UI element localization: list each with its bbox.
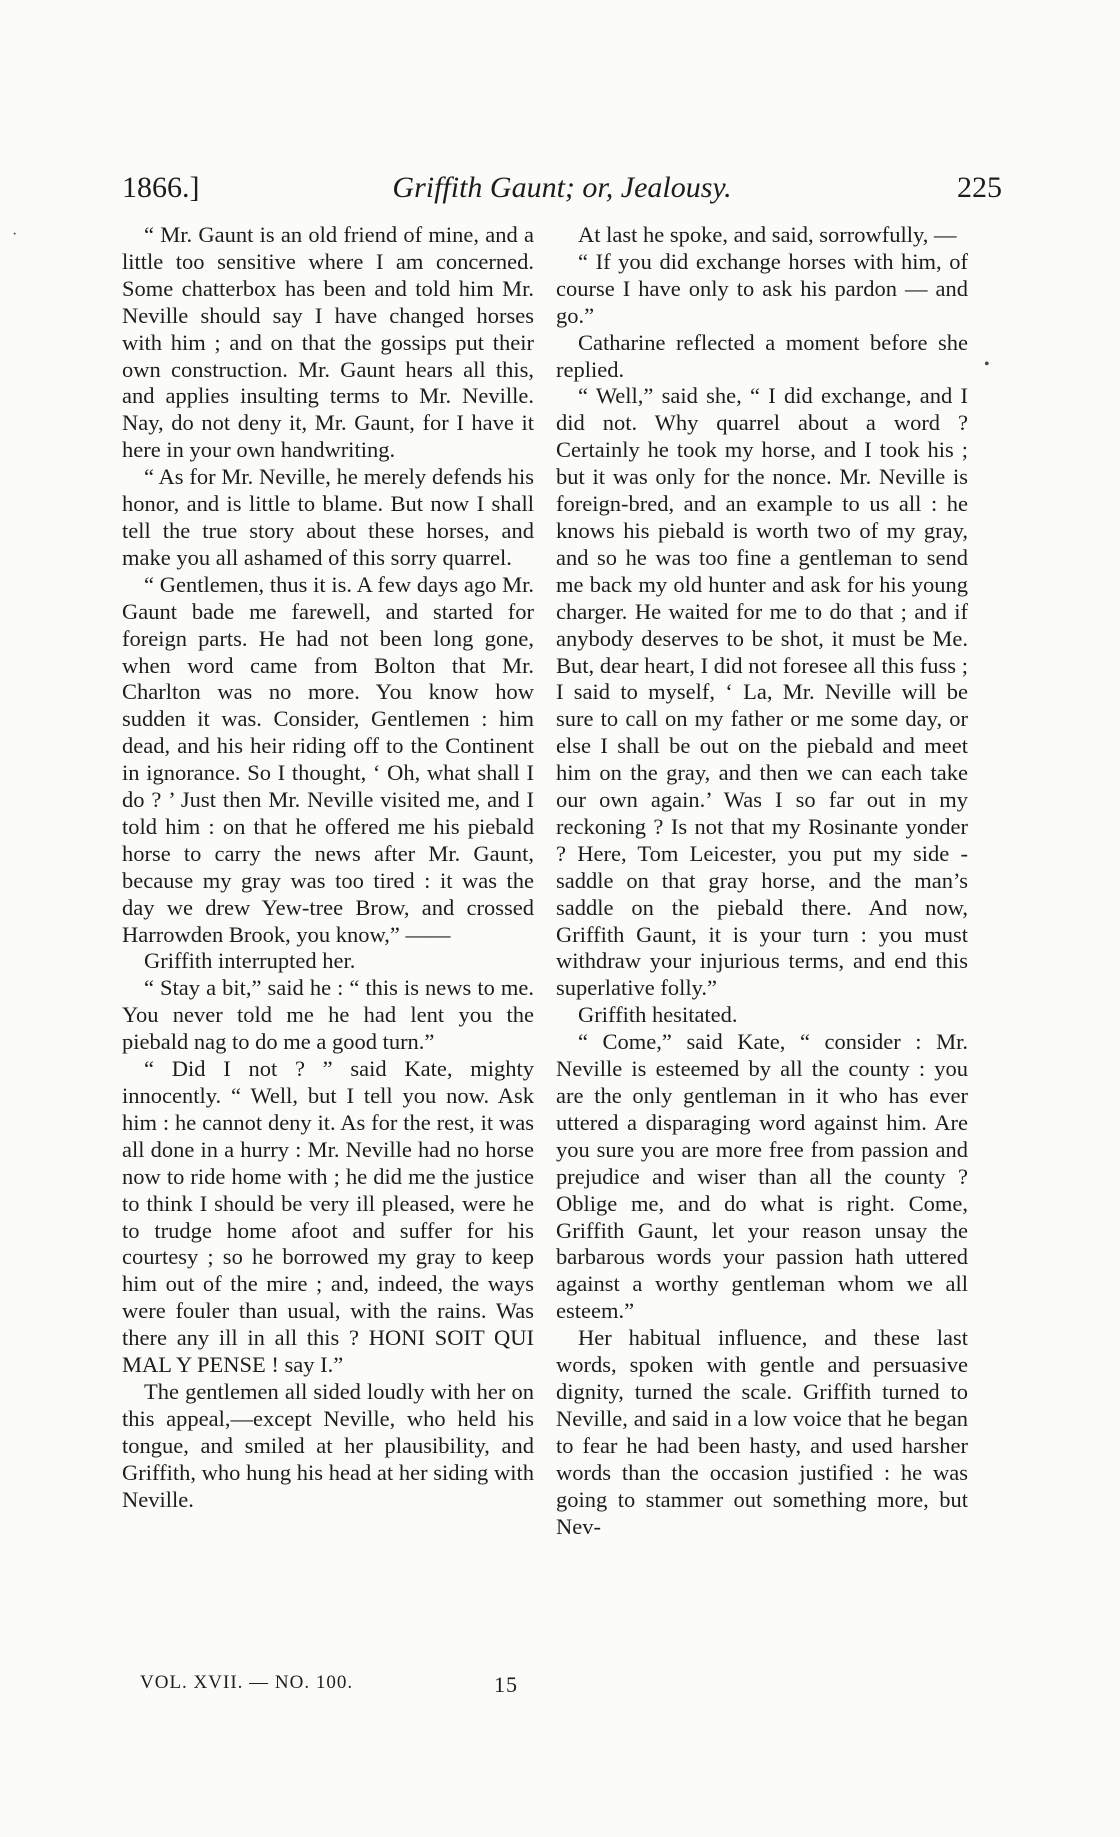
paragraph: The gentlemen all sided loudly with her on this appeal,—except Neville, who held his tongue, and smiled at her plausibility, and Griffith, who hung his head at her siding with Neville. — [122, 1378, 534, 1512]
volume-signature: VOL. XVII. — NO. 100. — [140, 1672, 354, 1693]
header-year: 1866.] — [122, 171, 200, 204]
paragraph: “ Mr. Gaunt is an old friend of mine, and a little too sensitive where I am concerned. Some chatterbox has been and told him Mr. Neville should say I have changed horses with him ; and on that the gossips put their own construction. Mr. Gaunt hears all this, and applies insulting terms to Mr. Neville. Nay, do not deny it, Mr. Gaunt, for I have it here in your own handwriting. — [122, 222, 534, 463]
paragraph: “ If you did exchange horses with him, of course I have only to ask his pardon — and go.” — [556, 248, 968, 328]
paragraph: “ Come,” said Kate, “ consider : Mr. Neville is esteemed by all the county : you are the only gentleman in it who has ever uttered a disparaging word against him. Are you sure you are more free from passion and prejudice and wiser than all the county ? Oblige me, and do what is right. Come, Griffith Gaunt, let your reason unsay the barbarous words your passion hath uttered against a worthy gentleman whom we all esteem.” — [556, 1029, 968, 1324]
paragraph: “ As for Mr. Neville, he merely defends his honor, and is little to blame. But now I shall tell the true story about these horses, and make you all ashamed of this sorry quarrel. — [122, 464, 534, 570]
paragraph: At last he spoke, and said, sorrowfully, — — [578, 222, 957, 247]
paragraph: “ Gentlemen, thus it is. A few days ago Mr. Gaunt bade me farewell, and started for foreign parts. He had not been long gone, when word came from Bolton that Mr. Charlton was no more. You know how sudden it was. Consider, Gentlemen : him dead, and his heir riding off to the Continent in ignorance. So I thought, ‘ Oh, what shall I do ? ’ Just then Mr. Neville visited me, and I told him : on that he offered me his piebald horse to carry the news after Mr. Gaunt, because my gray was too tired : it was the day we drew Yew-tree Brow, and crossed Harrowden Brook, you know,” —— — [122, 571, 534, 947]
paragraph: Catharine reflected a moment before she replied. — [556, 329, 968, 382]
right-column — [556, 222, 968, 1540]
margin-dot: • — [984, 356, 990, 373]
page-number: 225 — [957, 171, 1002, 204]
margin-dot: · — [12, 226, 18, 243]
sheet-number: 15 — [494, 1672, 518, 1697]
paragraph: Griffith hesitated. — [578, 1002, 738, 1028]
header-title: Griffith Gaunt; or, Jealousy. — [392, 171, 732, 204]
paragraph: “ Well,” said she, “ I did exchange, and I did not. Why quarrel about a word ? Certainly he took my horse, and I took his ; but it was only for the nonce. Mr. Neville is foreign-bred, and an example to us all : he knows his piebald is worth two of my gray, and so he was too fine a gentleman to send me back my old hunter and ask for his young charger. He waited for me to do that ; and if anybody deserves to be shot, it must be Me. But, dear heart, I did not foresee all this fuss ; I said to myself, ‘ La, Mr. Neville will be sure to call on my father or me some day, or else I shall be out on the piebald and meet him on the gray, and then we can each take our own again.’ Was I so far out in my reckoning ? Is not that my Rosinante yonder ? Here, Tom Leicester, you put my side - saddle on that gray horse, and the man’s saddle on the piebald there. And now, Griffith Gaunt, it is your turn : you must withdraw your injurious terms, and end this superlative folly.” — [556, 383, 968, 1001]
paragraph: Her habitual influence, and these last words, spoken with gentle and persuasive dignity, turned the scale. Griffith turned to Neville, and said in a low voice that he began to fear he had been hasty, and used harsher words than the occasion justified : he was going to stammer out something more, but Nev- — [556, 1325, 968, 1539]
paragraph: “ Did I not ? ” said Kate, mighty innocently. “ Well, but I tell you now. Ask him : he cannot deny it. As for the rest, it was all done in a hurry : Mr. Neville had no horse now to ride home with ; he did me the justice to think I should be very ill pleased, were he to trudge home afoot and suffer for his courtesy ; so he borrowed my gray to keep him out of the mire ; and, indeed, the ways were fouler than usual, with the rains. Was there any ill in all this ? HONI SOIT QUI MAL Y PENSE ! say I.” — [122, 1056, 534, 1378]
left-column — [122, 222, 534, 1514]
paragraph: Griffith interrupted her. — [144, 948, 356, 974]
paragraph: “ Stay a bit,” said he : “ this is news to me. You never told me he had lent you the piebald nag to do me a good turn.” — [122, 975, 534, 1055]
